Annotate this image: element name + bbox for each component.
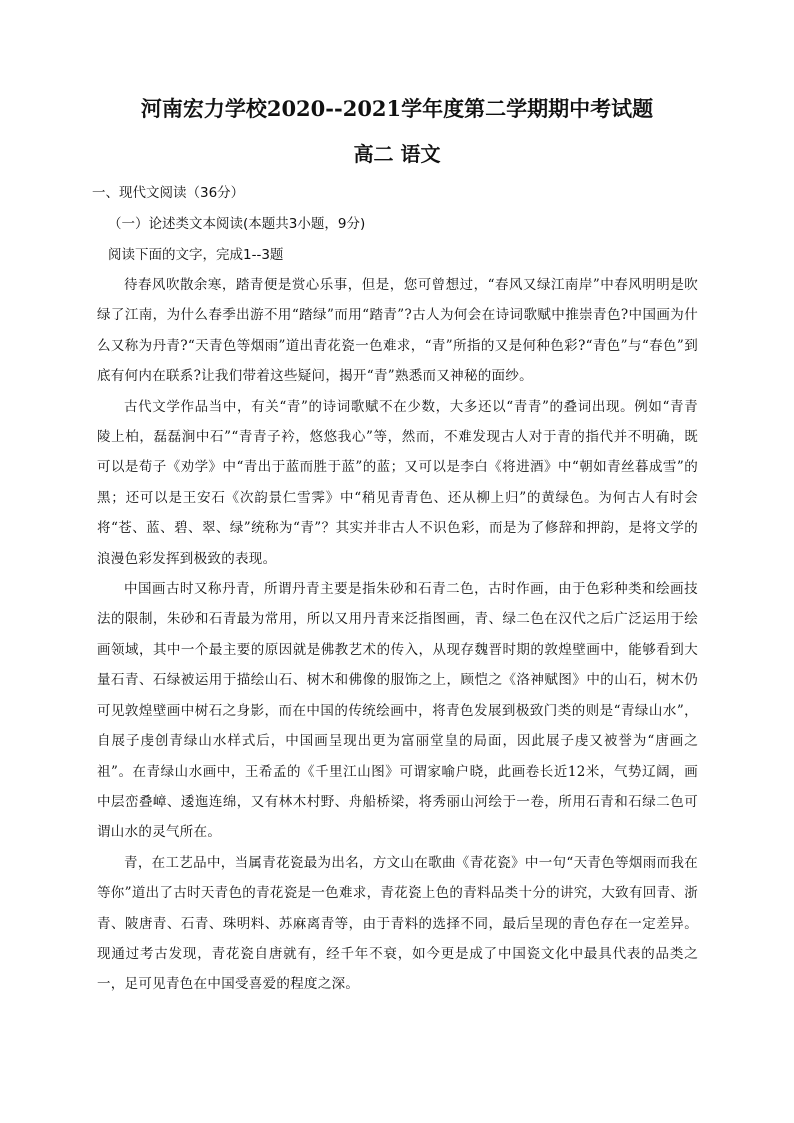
passage-paragraph: 古代文学作品当中，有关“青”的诗词歌赋不在少数，大多还以“青青”的叠词出现。例如“青青陵上柏，磊磊涧中石”“青青子衿，悠悠我心”等，然而，不难发现古人对于青的指代并不明确，既可以是荀子《劝学》中“青出于蓝而胜于蓝”的蓝；又可以是李白《将进酒》中“朝如青丝暮成雪”的黑；还可以是王安石《次韵景仁雪霁》中“稍见青青色、还从柳上归”的黄绿色。为何古人有时会将“苍、蓝、碧、翠、绿”统称为“青”？其实并非古人不识色彩，而是为了修辞和押韵，是将文学的浪漫色彩发挥到极致的表现。 — [97, 398, 698, 567]
subsection-heading: （一）论述类文本阅读(本题共3小题，9分) — [108, 216, 366, 232]
document-title: 河南宏力学校2020--2021学年度第二学期期中考试题 — [140, 96, 654, 121]
reading-instruction: 阅读下面的文字，完成1--3题 — [108, 247, 284, 263]
passage-paragraph: 青，在工艺品中，当属青花瓷最为出名，方文山在歌曲《青花瓷》中一句“天青色等烟雨而我在等你”道出了古时天青色的青花瓷是一色难求，青花瓷上色的青料品类十分的讲究，大致有回青、浙青、陂唐青、石青、珠明料、苏麻离青等，由于青料的选择不同，最后呈现的青色存在一定差异。现通过考古发现，青花瓷自唐就有，经千年不衰，如今更是成了中国瓷文化中最具代表的品类之一，足可见青色在中国受喜爱的程度之深。 — [97, 854, 698, 993]
section-heading: 一、现代文阅读（36分） — [92, 185, 245, 201]
passage-paragraph: 中国画古时又称丹青，所谓丹青主要是指朱砂和石青二色，古时作画，由于色彩种类和绘画技法的限制，朱砂和石青最为常用，所以又用丹青来泛指图画，青、绿二色在汉代之后广泛运用于绘画领域，其中一个最主要的原因就是佛教艺术的传入，从现存魏晋时期的敦煌壁画中，能够看到大量石青、石绿被运用于描绘山石、树木和佛像的服饰之上，顾恺之《洛神赋图》中的山石，树木仍可见敦煌壁画中树石之身影，而在中国的传统绘画中，将青色发展到极致门类的则是“青绿山水”，自展子虔创青绿山水样式后，中国画呈现出更为富丽堂皇的局面，因此展子虔又被誉为“唐画之祖”。在青绿山水画中，王希孟的《千里江山图》可谓家喻户晓，此画卷长近12米，气势辽阔，画中层峦叠嶂、逶迤连绵，又有林木村野、舟船桥梁，将秀丽山河绘于一卷，所用石青和石绿二色可谓山水的灵气所在。 — [97, 581, 698, 841]
passage-paragraph: 待春风吹散余寒，踏青便是赏心乐事，但是，您可曾想过，“春风又绿江南岸”中春风明明是吹绿了江南，为什么春季出游不用“踏绿”而用“踏青”?古人为何会在诗词歌赋中推崇青色?中国画为什么又称为丹青?“天青色等烟雨”道出青花瓷一色难求，“青”所指的又是何种色彩?“青色”与“春色”到底有何内在联系?让我们带着这些疑问，揭开“青”熟悉而又神秘的面纱。 — [97, 277, 698, 385]
reading-passage — [97, 270, 698, 1000]
document-subtitle: 高二 语文 — [353, 142, 441, 166]
